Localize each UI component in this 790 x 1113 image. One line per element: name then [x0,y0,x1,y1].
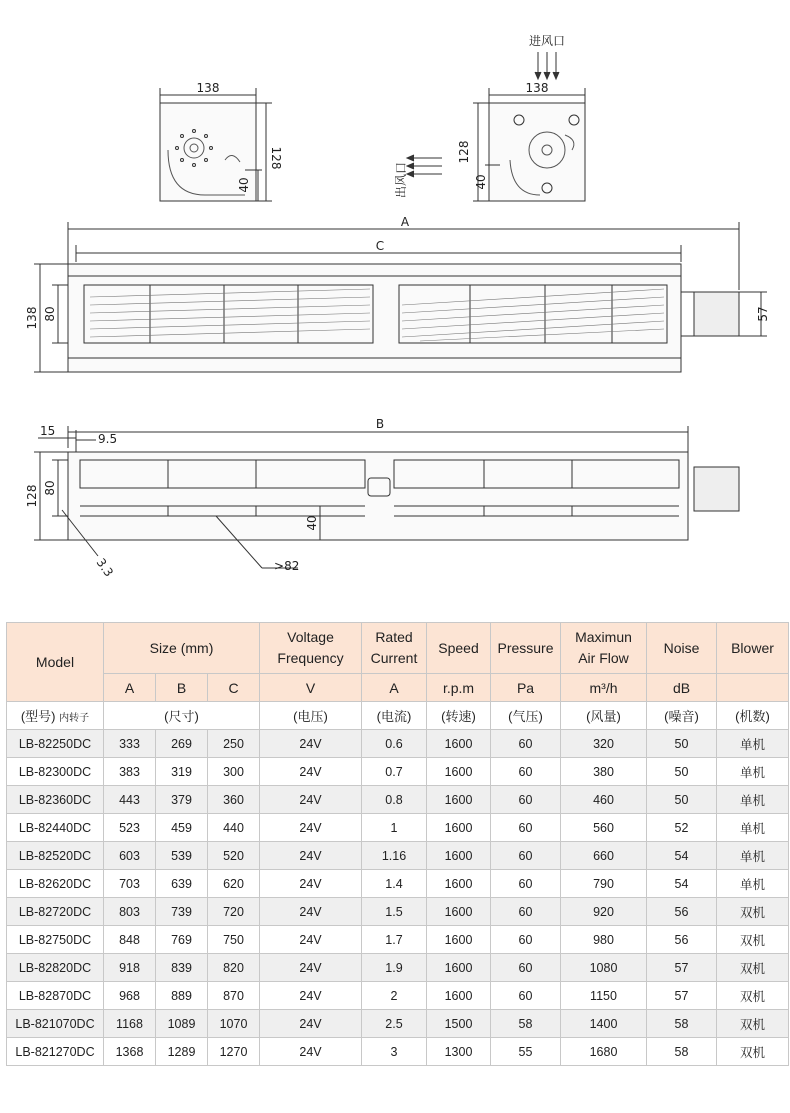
table-row [7,982,789,1010]
unit-airflow: m³/h [561,674,647,702]
table-cell: 24V [260,786,362,814]
header-pressure: Pressure [491,623,561,674]
dim-inner-middle: 80 [43,306,57,322]
dim-diag: 3.3 [93,555,116,580]
inlet-label: 进风口 [528,34,566,48]
table-cell: 1600 [427,814,491,842]
header-blower: Blower [717,623,789,674]
table-cell: 54 [647,842,717,870]
table-row [7,786,789,814]
table-cell: 1600 [427,758,491,786]
table-cell: 54 [647,870,717,898]
dim-gap: 9.5 [98,432,118,446]
table-cell: LB-82300DC [7,758,104,786]
table-cell: 383 [104,758,156,786]
table-cell: 2.5 [362,1010,427,1038]
table-cell: 560 [561,814,647,842]
table-cell: 660 [561,842,647,870]
table-cell: 0.8 [362,786,427,814]
table-cell: LB-82750DC [7,926,104,954]
table-cell: 639 [156,870,208,898]
table-cell: 单机 [717,814,789,842]
table-cell: 523 [104,814,156,842]
dim-inner-bottom: 80 [43,480,57,496]
dim-diameter: >82 [274,559,300,573]
unit-noise: dB [647,674,717,702]
table-cell: 单机 [717,870,789,898]
table-cell: LB-821070DC [7,1010,104,1038]
table-cell: 980 [561,926,647,954]
dim-height-middle: 138 [25,306,39,330]
table-cell: 双机 [717,954,789,982]
table-cell: 539 [156,842,208,870]
table-cell: 750 [208,926,260,954]
table-cell: 56 [647,926,717,954]
table-cell: 60 [491,814,561,842]
table-cell: 1400 [561,1010,647,1038]
outlet-label: 出风口 [394,161,408,198]
table-cell: 1.7 [362,926,427,954]
table-cell: LB-82820DC [7,954,104,982]
table-cell: 379 [156,786,208,814]
table-cell: 440 [208,814,260,842]
table-cell: 820 [208,954,260,982]
table-cell: 0.6 [362,730,427,758]
table-cell: 60 [491,898,561,926]
table-cell: 24V [260,982,362,1010]
header-size: Size (mm) [104,623,260,674]
table-cell: 333 [104,730,156,758]
cn-airflow: (风量) [561,702,647,730]
table-cell: 56 [647,898,717,926]
table-row [7,730,789,758]
header-noise: Noise [647,623,717,674]
header-voltage: Voltage Frequency [260,623,362,674]
table-cell: 1600 [427,982,491,1010]
table-cell: 1070 [208,1010,260,1038]
table-cell: 443 [104,786,156,814]
table-cell: 1.16 [362,842,427,870]
table-cell: 703 [104,870,156,898]
table-cell: 60 [491,926,561,954]
table-cell: 双机 [717,898,789,926]
table-cell: LB-82250DC [7,730,104,758]
table-cell: 320 [561,730,647,758]
table-cell: 1368 [104,1038,156,1066]
table-cell: 1080 [561,954,647,982]
table-cell: 1600 [427,898,491,926]
dim-small-left: 40 [237,177,251,193]
dim-height-bottom: 128 [25,484,39,508]
table-cell: 848 [104,926,156,954]
dim-A: A [400,215,410,229]
table-cell: 58 [647,1038,717,1066]
table-cell: 双机 [717,926,789,954]
table-cell: 24V [260,842,362,870]
unit-A: A [104,674,156,702]
header-current: Rated Current [362,623,427,674]
dim-small-bottom: 40 [305,515,319,531]
table-cell: 60 [491,730,561,758]
table-cell: 790 [561,870,647,898]
table-cell: 1289 [156,1038,208,1066]
table-cell: 50 [647,758,717,786]
table-cell: 1600 [427,870,491,898]
table-cell: 803 [104,898,156,926]
unit-B: B [156,674,208,702]
table-cell: 双机 [717,1038,789,1066]
table-cell: LB-82870DC [7,982,104,1010]
table-row [7,842,789,870]
table-row [7,1038,789,1066]
dim-width-right: 138 [525,81,549,95]
table-cell: 24V [260,954,362,982]
table-cell: 单机 [717,758,789,786]
table-cell: 60 [491,982,561,1010]
table-cell: 24V [260,1038,362,1066]
table-cell: 60 [491,758,561,786]
table-cell: 1680 [561,1038,647,1066]
table-cell: 24V [260,814,362,842]
table-cell: 24V [260,926,362,954]
table-cell: 单机 [717,730,789,758]
table-cell: 269 [156,730,208,758]
table-cell: 单机 [717,786,789,814]
table-cell: 460 [561,786,647,814]
table-cell: 24V [260,758,362,786]
dim-width-left: 138 [196,81,220,95]
table-cell: 459 [156,814,208,842]
table-cell: 58 [491,1010,561,1038]
table-cell: 889 [156,982,208,1010]
table-cell: LB-82360DC [7,786,104,814]
table-cell: 319 [156,758,208,786]
table-cell: 24V [260,870,362,898]
dim-height-left: 128 [269,146,283,170]
table-cell: 52 [647,814,717,842]
table-cell: 520 [208,842,260,870]
table-cell: 968 [104,982,156,1010]
table-cell: 1600 [427,786,491,814]
unit-voltage: V [260,674,362,702]
table-cell: 55 [491,1038,561,1066]
unit-C: C [208,674,260,702]
table-cell: 1 [362,814,427,842]
cn-model: (型号) 内转子 [7,702,104,730]
table-cell: 380 [561,758,647,786]
table-cell: 360 [208,786,260,814]
table-cell: 1089 [156,1010,208,1038]
table-cell: 3 [362,1038,427,1066]
table-cell: 1270 [208,1038,260,1066]
header-speed: Speed [427,623,491,674]
cn-current: (电流) [362,702,427,730]
table-row [7,1010,789,1038]
table-cell: 24V [260,1010,362,1038]
table-cell: LB-821270DC [7,1038,104,1066]
unit-speed: r.p.m [427,674,491,702]
table-cell: 双机 [717,982,789,1010]
table-cell: 57 [647,982,717,1010]
side-view-bottom [34,426,739,568]
dim-left-offset: 15 [40,424,56,438]
table-cell: 620 [208,870,260,898]
table-cell: 60 [491,786,561,814]
unit-pressure: Pa [491,674,561,702]
table-cell: 50 [647,730,717,758]
table-cell: 918 [104,954,156,982]
table-cell: 57 [647,954,717,982]
table-cell: 60 [491,954,561,982]
table-cell: 1.5 [362,898,427,926]
table-cell: 1168 [104,1010,156,1038]
table-cell: LB-82520DC [7,842,104,870]
end-view-left [160,88,272,201]
end-view-right [407,52,585,201]
cn-blower: (机数) [717,702,789,730]
cn-pressure: (气压) [491,702,561,730]
table-row [7,898,789,926]
cn-speed: (转速) [427,702,491,730]
dim-B: B [375,417,385,431]
table-cell: 603 [104,842,156,870]
table-cell: 250 [208,730,260,758]
table-cell: 1500 [427,1010,491,1038]
side-view-top [34,222,767,372]
header-airflow: Maximun Air Flow [561,623,647,674]
table-cell: LB-82620DC [7,870,104,898]
table-cell: 1300 [427,1038,491,1066]
table-row [7,926,789,954]
table-cell: 1600 [427,926,491,954]
spec-table [6,622,789,1066]
table-cell: 60 [491,842,561,870]
dim-motor: 57 [756,306,770,322]
table-cell: 2 [362,982,427,1010]
table-cell: 720 [208,898,260,926]
table-cell: 1.4 [362,870,427,898]
dim-small-right: 40 [474,174,488,190]
table-cell: 50 [647,786,717,814]
table-cell: 24V [260,730,362,758]
table-cell: LB-82720DC [7,898,104,926]
table-cell: 58 [647,1010,717,1038]
table-cell: 839 [156,954,208,982]
table-row [7,954,789,982]
table-cell: 1600 [427,954,491,982]
cn-size: (尺寸) [104,702,260,730]
table-cell: 60 [491,870,561,898]
table-cell: 单机 [717,842,789,870]
table-cell: 1600 [427,842,491,870]
table-cell: 0.7 [362,758,427,786]
table-row [7,758,789,786]
table-cell: 1600 [427,730,491,758]
table-cell: 双机 [717,1010,789,1038]
table-cell: 769 [156,926,208,954]
table-row [7,870,789,898]
cn-noise: (噪音) [647,702,717,730]
table-cell: 870 [208,982,260,1010]
header-model: Model [7,623,104,702]
table-cell: 1.9 [362,954,427,982]
table-cell: 1150 [561,982,647,1010]
dim-C: C [375,239,385,253]
dim-height-right: 128 [457,140,471,164]
table-cell: 920 [561,898,647,926]
table-cell: 300 [208,758,260,786]
table-cell: LB-82440DC [7,814,104,842]
unit-current: A [362,674,427,702]
table-row [7,814,789,842]
table-cell: 739 [156,898,208,926]
cn-voltage: (电压) [260,702,362,730]
unit-blower [717,674,789,702]
table-cell: 24V [260,898,362,926]
